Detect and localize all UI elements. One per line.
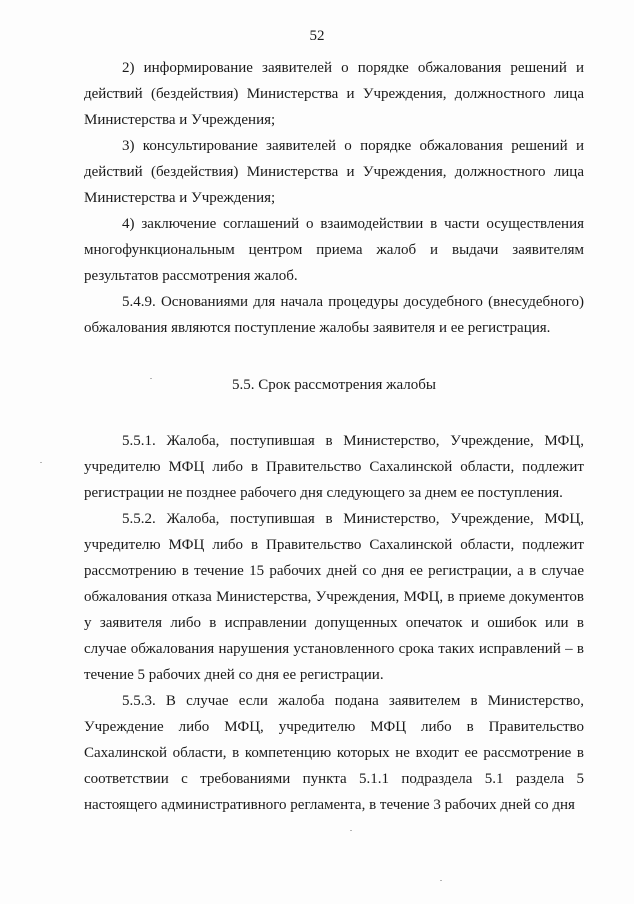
paragraph-5-5-2: 5.5.2. Жалоба, поступившая в Министерство, Учреждение, МФЦ, учредителю МФЦ либо в Правительство Сахалинской области, подлежит рассмотрению в течение 15 рабочих дней со дня ее регистрации, а в случае обжалования отказа Министерства, Учреждения, МФЦ, в приеме документов у заявителя либо в исправлении допущенных опечаток и ошибок или в случае обжалования нарушения установленного срока таких исправлений – в течение 5 рабочих дней со дня ее регистрации.	[84, 511, 584, 683]
scan-speck	[350, 830, 352, 831]
document-body	[84, 55, 584, 818]
paragraph-5-4-9: 5.4.9. Основаниями для начала процедуры досудебного (внесудебного) обжалования являются поступление жалобы заявителя и ее регистрация.	[84, 294, 584, 336]
scan-speck	[150, 378, 152, 379]
scan-speck	[440, 880, 442, 881]
paragraph-5-5-3: 5.5.3. В случае если жалоба подана заявителем в Министерство, Учреждение либо МФЦ, учредителю МФЦ либо в Правительство Сахалинской области, в компетенцию которых не входит ее рассмотрение в соответствии с требованиями пункта 5.1.1 подраздела 5.1 раздела 5 настоящего административного регламента, в течение 3 рабочих дней со дня	[84, 693, 584, 813]
paragraph-5-5-1: 5.5.1. Жалоба, поступившая в Министерство, Учреждение, МФЦ, учредителю МФЦ либо в Правительство Сахалинской области, подлежит регистрации не позднее рабочего дня следующего за днем ее поступления.	[84, 433, 584, 501]
paragraph-item-3: 3) консультирование заявителей о порядке обжалования решений и действий (бездействия) Министерства и Учреждения, должностного лица Министерства и Учреждения;	[84, 138, 584, 206]
paragraph-item-4: 4) заключение соглашений о взаимодействии в части осуществления многофункциональным центром приема жалоб и выдачи заявителям результатов рассмотрения жалоб.	[84, 216, 584, 284]
page-number: 52	[309, 28, 325, 44]
spacer	[84, 341, 584, 372]
paragraph-item-2: 2) информирование заявителей о порядке обжалования решений и действий (бездействия) Министерства и Учреждения, должностного лица Министерства и Учреждения;	[84, 60, 584, 128]
spacer	[84, 398, 584, 428]
scan-speck	[40, 462, 42, 463]
section-heading: 5.5. Срок рассмотрения жалобы	[231, 377, 436, 393]
